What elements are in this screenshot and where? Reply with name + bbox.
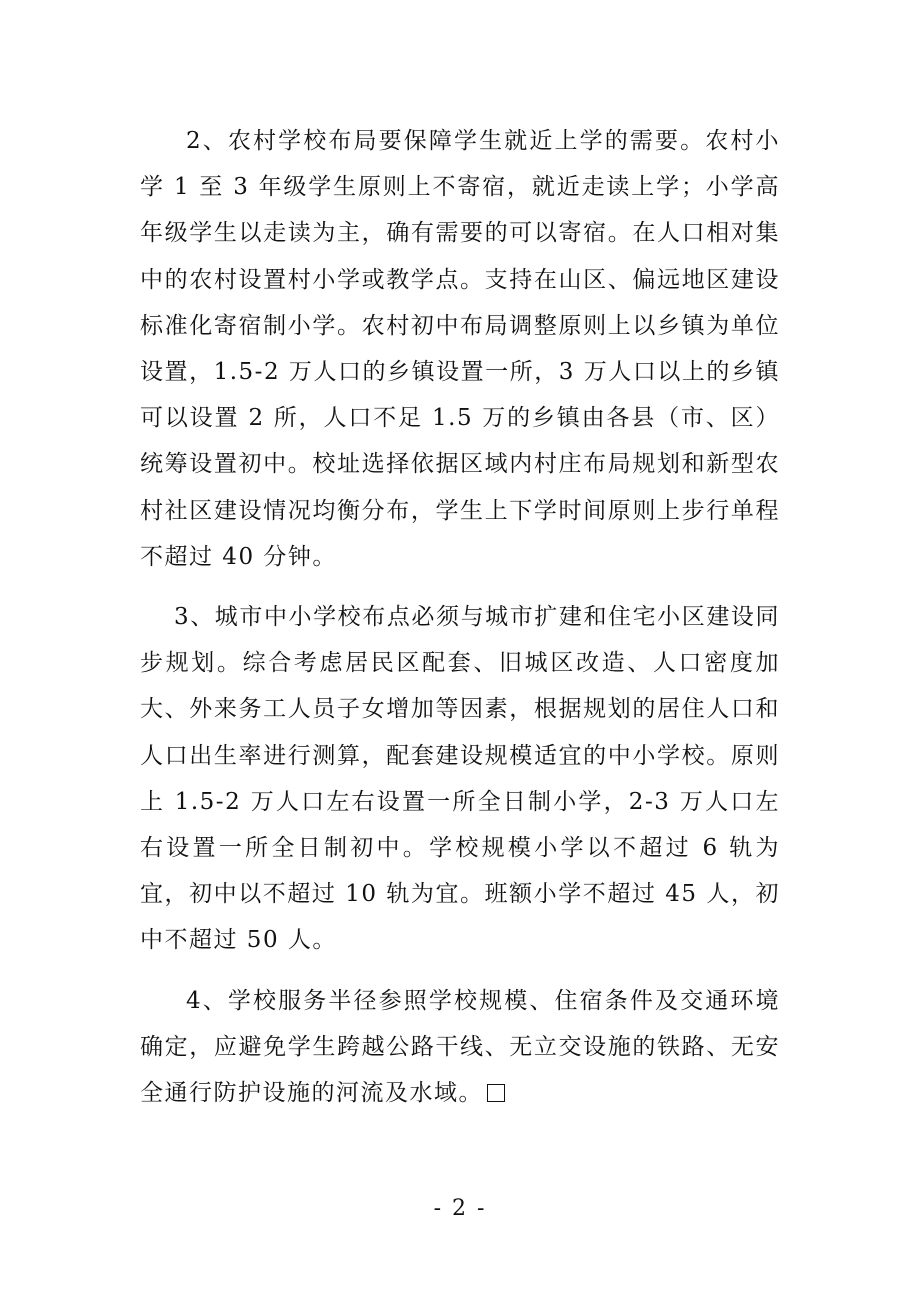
page-number: - 2 - — [433, 1196, 487, 1221]
paragraph-service-radius — [140, 978, 780, 1117]
paragraph-urban-school-planning: 3、城市中小学校布点必须与城市扩建和住宅小区建设同步规划。综合考虑居民区配套、旧城区改造、人口密度加大、外来务工人员子女增加等因素，根据规划的居住人口和人口出生率进行测算，配套建设规模适宜的中小学校。原则上 1.5-2 万人口左右设置一所全日制小学，2-3 万人口左右设置一所全日制初中。学校规模小学以不超过 6 轨为宜，初中以不超过 10 轨为宜。班额小学不超过 45 人，初中不超过 50 人。 — [140, 604, 780, 954]
empty-box-icon — [487, 1084, 505, 1102]
paragraph-service-radius-text: 4、学校服务半径参照学校规模、住宿条件及交通环境确定，应避免学生跨越公路干线、无立交设施的铁路、无安全通行防护设施的河流及水域。 — [140, 987, 780, 1107]
document-body — [140, 118, 780, 1130]
paragraph-rural-school-layout: 2、农村学校布局要保障学生就近上学的需要。农村小学 1 至 3 年级学生原则上不寄宿，就近走读上学；小学高年级学生以走读为主，确有需要的可以寄宿。在人口相对集中的农村设置村小学或教学点。支持在山区、偏远地区建设标准化寄宿制小学。农村初中布局调整原则上以乡镇为单位设置，1.5-2 万人口的乡镇设置一所，3 万人口以上的乡镇可以设置 2 所，人口不足 1.5 万的乡镇由各县（市、区）统筹设置初中。校址选择依据区域内村庄布局规划和新型农村社区建设情况均衡分布，学生上下学时间原则上步行单程不超过 40 分钟。 — [140, 128, 780, 570]
